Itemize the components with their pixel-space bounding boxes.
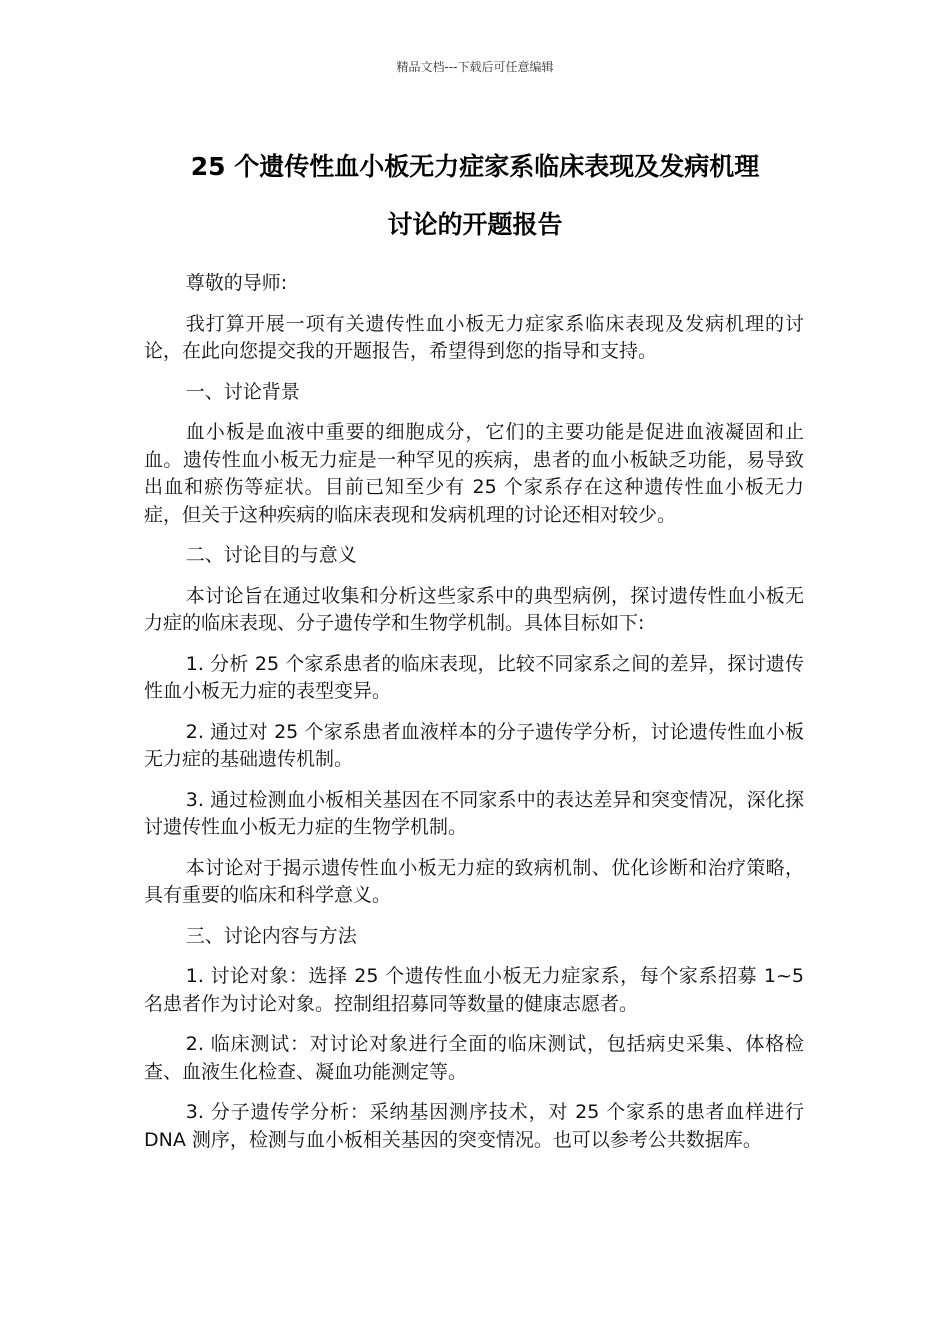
goal-item-2: 2. 通过对 25 个家系患者血液样本的分子遗传学分析，讨论遗传性血小板无力症的基础遗传机制。 — [144, 720, 804, 770]
goal-item-3: 3. 通过检测血小板相关基因在不同家系中的表达差异和突变情况，深化探讨遗传性血小板无力症的生物学机制。 — [144, 788, 804, 838]
significance-paragraph: 本讨论对于揭示遗传性血小板无力症的致病机制、优化诊断和治疗策略，具有重要的临床和科学意义。 — [144, 856, 804, 906]
document-title-line-1: 25 个遗传性血小板无力症家系临床表现及发病机理 — [190, 152, 760, 181]
method-item-1: 1. 讨论对象：选择 25 个遗传性血小板无力症家系，每个家系招募 1~5 名患者作为讨论对象。控制组招募同等数量的健康志愿者。 — [144, 965, 804, 1015]
document-body — [144, 270, 804, 1167]
section-heading-background: 一、讨论背景 — [185, 380, 300, 403]
document-title — [140, 138, 810, 254]
goal-item-1: 1. 分析 25 个家系患者的临床表现，比较不同家系之间的差异，探讨遗传性血小板无力症的表型变异。 — [144, 652, 804, 702]
document-title-line-2: 讨论的开题报告 — [387, 210, 563, 239]
purpose-paragraph: 本讨论旨在通过收集和分析这些家系中的典型病例，探讨遗传性血小板无力症的临床表现、分子遗传学和生物学机制。具体目标如下: — [144, 584, 804, 634]
method-item-3: 3. 分子遗传学分析：采纳基因测序技术，对 25 个家系的患者血样进行 DNA 测序，检测与血小板相关基因的突变情况。也可以参考公共数据库。 — [144, 1101, 804, 1151]
background-paragraph: 血小板是血液中重要的细胞成分，它们的主要功能是促进血液凝固和止血。遗传性血小板无力症是一种罕见的疾病，患者的血小板缺乏功能，易导致出血和瘀伤等症状。目前已知至少有 25 个家系存在这种遗传性血小板无力症，但关于这种疾病的临床表现和发病机理的讨论还相对较少。 — [144, 421, 804, 526]
method-item-2: 2. 临床测试：对讨论对象进行全面的临床测试，包括病史采集、体格检查、血液生化检查、凝血功能测定等。 — [144, 1033, 804, 1083]
section-heading-content: 三、讨论内容与方法 — [185, 924, 357, 947]
intro-paragraph: 我打算开展一项有关遗传性血小板无力症家系临床表现及发病机理的讨论，在此向您提交我的开题报告，希望得到您的指导和支持。 — [144, 312, 804, 362]
salutation: 尊敬的导师: — [185, 272, 288, 294]
page-header-note: 精品文档---下载后可任意编辑 — [396, 60, 554, 74]
section-heading-purpose: 二、讨论目的与意义 — [185, 544, 357, 566]
